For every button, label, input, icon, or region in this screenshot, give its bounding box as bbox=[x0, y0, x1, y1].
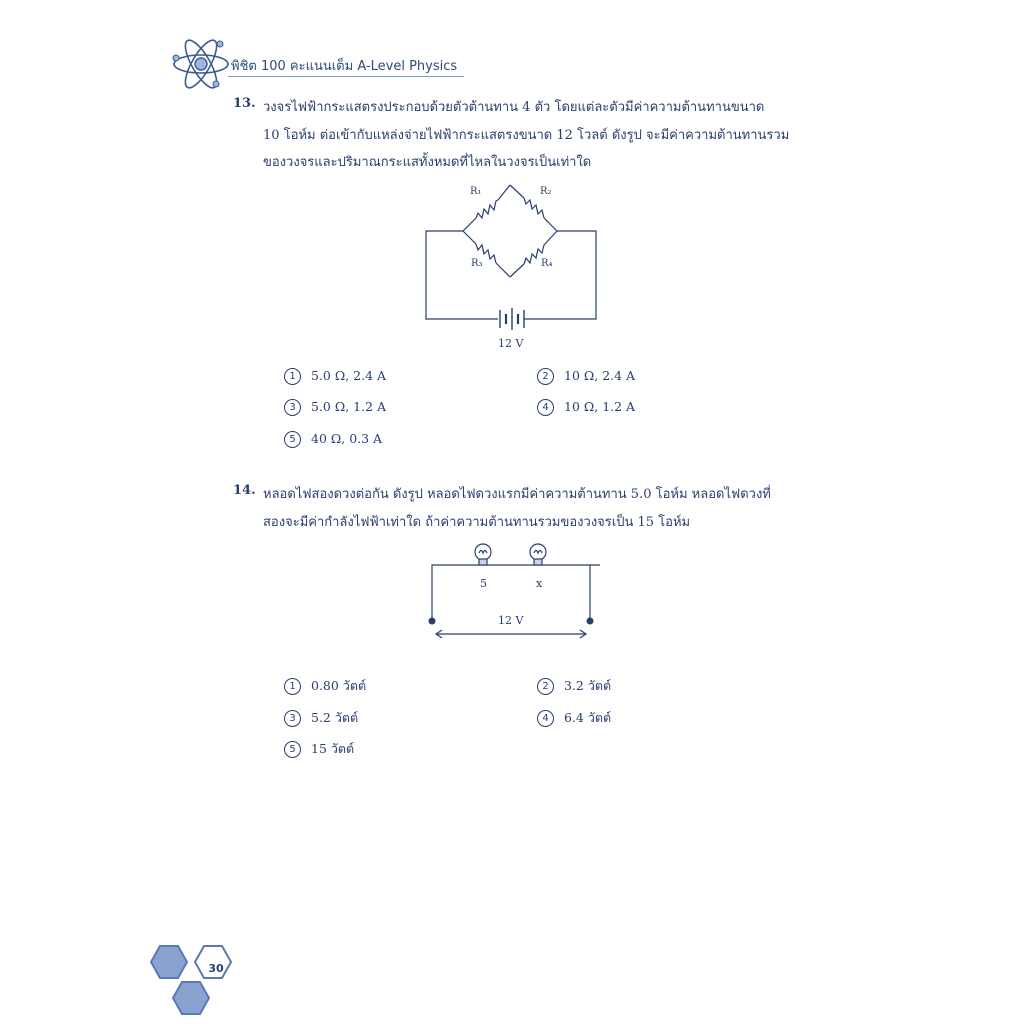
r1-label: R₁ bbox=[470, 186, 482, 197]
option-number: 3 bbox=[284, 399, 301, 416]
q13-option-5[interactable] bbox=[284, 431, 382, 448]
option-text: 10 Ω, 2.4 A bbox=[564, 368, 636, 383]
r4-label: R₄ bbox=[541, 258, 553, 269]
q14-line-1: หลอดไฟสองดวงต่อกัน ดังรูป หลอดไฟดวงแรกมีค่าความต้านทาน 5.0 โอห์ม หลอดไฟดวงที่ bbox=[263, 487, 771, 502]
option-text: 15 วัตต์ bbox=[311, 741, 355, 756]
option-text: 6.4 วัตต์ bbox=[564, 710, 612, 725]
option-text: 5.2 วัตต์ bbox=[311, 710, 359, 725]
q14-option-1[interactable] bbox=[284, 676, 366, 696]
q13-option-1[interactable] bbox=[284, 368, 386, 385]
q13-option-2[interactable] bbox=[537, 368, 635, 385]
q13-line-2: 10 โอห์ม ต่อเข้ากับแหล่งจ่ายไฟฟ้ากระแสตรงขนาด 12 โวลต์ ดังรูป จะมีค่าความต้านทานรวม bbox=[263, 128, 790, 143]
option-number: 4 bbox=[537, 710, 554, 727]
option-number: 1 bbox=[284, 678, 301, 695]
option-number: 2 bbox=[537, 368, 554, 385]
q14-option-2[interactable] bbox=[537, 676, 611, 696]
header-divider bbox=[228, 76, 464, 77]
option-number: 4 bbox=[537, 399, 554, 416]
option-text: 5.0 Ω, 2.4 A bbox=[311, 368, 387, 383]
header-title: พิชิต 100 คะแนนเต็ม A-Level Physics bbox=[231, 59, 458, 74]
q14-voltage-label: 12 V bbox=[498, 614, 524, 627]
option-number: 5 bbox=[284, 431, 301, 448]
q14-circuit-diagram bbox=[424, 538, 600, 644]
r3-label: R₃ bbox=[471, 258, 483, 269]
option-number: 2 bbox=[537, 678, 554, 695]
q13-voltage-label: 12 V bbox=[498, 337, 524, 350]
q14-number: 14. bbox=[233, 483, 256, 498]
q14-option-4[interactable] bbox=[537, 708, 611, 728]
q13-option-4[interactable] bbox=[537, 399, 635, 416]
q14-line-2: สองจะมีค่ากำลังไฟฟ้าเท่าใด ถ้าค่าความต้านทานรวมของวงจรเป็น 15 โอห์ม bbox=[263, 515, 691, 530]
atom-logo-icon bbox=[168, 36, 234, 92]
option-text: 3.2 วัตต์ bbox=[564, 678, 612, 693]
q14-option-5[interactable] bbox=[284, 739, 354, 759]
option-text: 0.80 วัตต์ bbox=[311, 678, 367, 693]
option-number: 3 bbox=[284, 710, 301, 727]
option-number: 5 bbox=[284, 741, 301, 758]
option-text: 40 Ω, 0.3 A bbox=[311, 431, 383, 446]
bulb2-label: x bbox=[536, 577, 543, 590]
option-text: 5.0 Ω, 1.2 A bbox=[311, 399, 387, 414]
q13-option-3[interactable] bbox=[284, 399, 386, 416]
q13-number: 13. bbox=[233, 96, 256, 111]
hexagon-decoration-icon bbox=[146, 940, 240, 1024]
q14-option-3[interactable] bbox=[284, 708, 358, 728]
option-text: 10 Ω, 1.2 A bbox=[564, 399, 636, 414]
option-number: 1 bbox=[284, 368, 301, 385]
q13-line-3: ของวงจรและปริมาณกระแสทั้งหมดที่ไหลในวงจรเป็นเท่าใด bbox=[263, 155, 592, 170]
q13-line-1: วงจรไฟฟ้ากระแสตรงประกอบด้วยตัวต้านทาน 4 ตัว โดยแต่ละตัวมีค่าความต้านทานขนาด bbox=[263, 100, 765, 115]
bulb1-label: 5 bbox=[480, 577, 487, 590]
q13-circuit-diagram bbox=[420, 180, 605, 360]
page-number: 30 bbox=[208, 962, 224, 975]
r2-label: R₂ bbox=[540, 186, 552, 197]
